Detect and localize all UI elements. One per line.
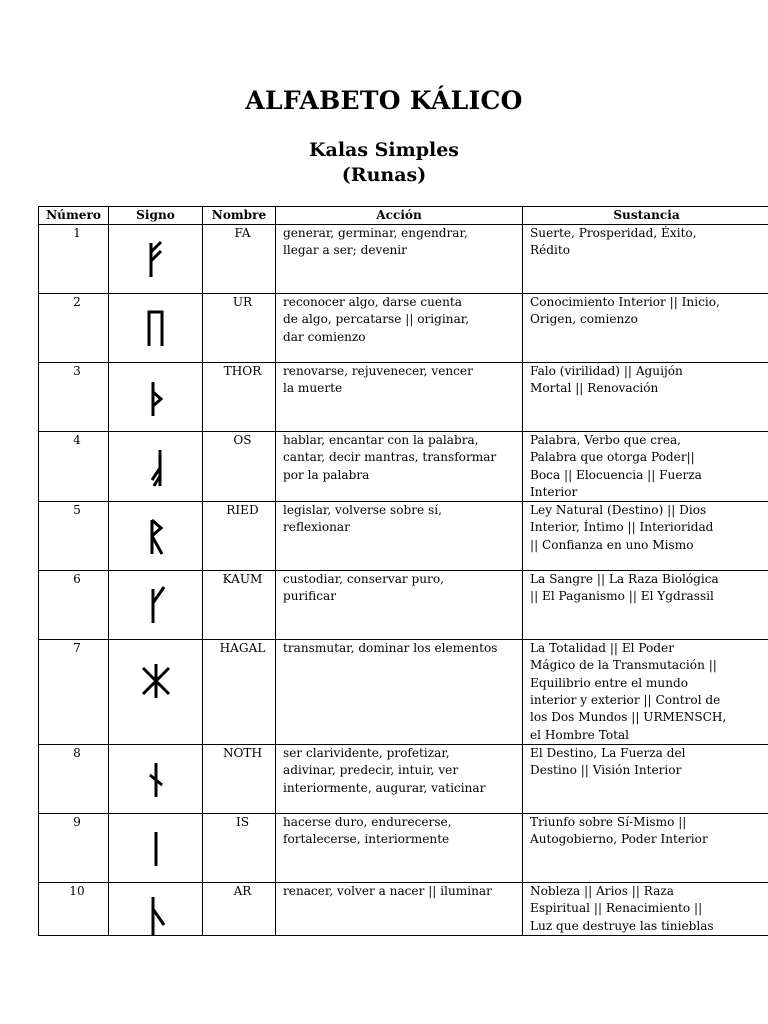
sustancia-line: Espiritual || Renacimiento || xyxy=(530,901,703,916)
thor-rune-icon xyxy=(109,363,203,432)
cell-nombre: AR xyxy=(203,882,276,935)
cell-nombre: IS xyxy=(203,813,276,882)
hagal-rune-icon xyxy=(109,640,203,743)
accion-line: la muerte xyxy=(283,381,343,396)
header-accion: Acción xyxy=(276,207,523,225)
sustancia-line: Conocimiento Interior || Inicio, xyxy=(530,295,720,309)
sustancia-line: Palabra, Verbo que crea, xyxy=(530,433,682,447)
cell-accion xyxy=(276,294,523,363)
cell-sustancia xyxy=(523,882,768,935)
sustancia-line: los Dos Mundos || URMENSCH, xyxy=(530,710,727,725)
cell-numero: 9 xyxy=(39,813,109,882)
cell-sustancia xyxy=(523,640,768,745)
table-row xyxy=(39,640,768,745)
os-rune-icon xyxy=(109,432,203,501)
cell-numero: 2 xyxy=(39,294,109,363)
header-numero: Número xyxy=(39,207,109,225)
accion-line: hablar, encantar con la palabra, xyxy=(283,433,479,447)
sustancia-line: || El Paganismo || El Ygdrassil xyxy=(530,589,714,604)
cell-nombre: KAUM xyxy=(203,571,276,640)
table-row xyxy=(39,882,768,935)
cell-nombre: OS xyxy=(203,432,276,502)
header-nombre: Nombre xyxy=(203,207,276,225)
cell-signo xyxy=(109,640,203,745)
sustancia-line: Interior xyxy=(530,484,578,499)
table-row xyxy=(39,813,768,882)
accion-line: fortalecerse, interiormente xyxy=(283,832,450,847)
cell-accion xyxy=(276,363,523,432)
sustancia-line: La Sangre || La Raza Biológica xyxy=(530,572,719,587)
cell-nombre: RIED xyxy=(203,502,276,571)
accion-line: cantar, decir mantras, transformar xyxy=(283,450,497,465)
header-signo: Signo xyxy=(109,207,203,225)
subtitle-line-2: (Runas) xyxy=(341,164,427,186)
sustancia-line: Mortal || Renovación xyxy=(530,381,659,396)
ried-rune-icon xyxy=(109,502,203,571)
table-row xyxy=(39,502,768,571)
ar-rune-icon xyxy=(109,883,203,936)
sustancia-line: Rédito xyxy=(530,243,571,258)
accion-line: dar comienzo xyxy=(283,329,366,344)
sustancia-line: Nobleza || Arios || Raza xyxy=(530,883,674,898)
cell-accion xyxy=(276,571,523,640)
sustancia-line: El Destino, La Fuerza del xyxy=(530,745,686,760)
accion-line: generar, germinar, engendrar, xyxy=(283,226,468,240)
cell-accion xyxy=(276,225,523,294)
table-row xyxy=(39,571,768,640)
cell-sustancia xyxy=(523,502,768,571)
sustancia-line: Autogobierno, Poder Interior xyxy=(530,832,708,847)
table-row xyxy=(39,744,768,813)
cell-sustancia xyxy=(523,432,768,502)
cell-accion xyxy=(276,432,523,502)
table-row xyxy=(39,225,768,294)
cell-signo xyxy=(109,502,203,571)
sustancia-line: Palabra que otorga Poder|| xyxy=(530,450,695,465)
sustancia-line: La Totalidad || El Poder xyxy=(530,641,674,656)
cell-nombre: FA xyxy=(203,225,276,294)
cell-nombre: HAGAL xyxy=(203,640,276,745)
sustancia-line: Falo (virilidad) || Aguijón xyxy=(530,364,683,378)
page-title: ALFABETO KÁLICO xyxy=(245,86,523,115)
accion-line: adivinar, predecir, intuir, ver xyxy=(283,763,459,778)
accion-line: purificar xyxy=(283,589,337,604)
sustancia-line: Triunfo sobre Sí-Mismo || xyxy=(530,814,687,829)
cell-numero: 4 xyxy=(39,432,109,502)
accion-line: reconocer algo, darse cuenta xyxy=(283,295,462,309)
cell-signo xyxy=(109,813,203,882)
cell-signo xyxy=(109,363,203,432)
cell-accion xyxy=(276,744,523,813)
page-subtitle xyxy=(0,138,768,188)
accion-line: transmutar, dominar los elementos xyxy=(283,641,498,656)
cell-accion xyxy=(276,813,523,882)
cell-signo xyxy=(109,571,203,640)
sustancia-line: Mágico de la Transmutación || xyxy=(530,658,717,673)
cell-sustancia xyxy=(523,813,768,882)
runes-table xyxy=(38,206,768,936)
cell-sustancia xyxy=(523,225,768,294)
cell-sustancia xyxy=(523,294,768,363)
cell-accion xyxy=(276,640,523,745)
cell-accion xyxy=(276,882,523,935)
sustancia-line: Luz que destruye las tinieblas xyxy=(530,918,714,933)
cell-sustancia xyxy=(523,744,768,813)
is-rune-icon xyxy=(109,814,203,883)
accion-line: renacer, volver a nacer || iluminar xyxy=(283,883,492,898)
cell-signo xyxy=(109,882,203,935)
cell-sustancia xyxy=(523,571,768,640)
accion-line: legislar, volverse sobre sí, xyxy=(283,503,442,518)
cell-nombre: NOTH xyxy=(203,744,276,813)
accion-line: renovarse, rejuvenecer, vencer xyxy=(283,364,473,378)
ur-rune-icon xyxy=(109,294,203,363)
cell-signo xyxy=(109,225,203,294)
cell-signo xyxy=(109,294,203,363)
cell-numero: 5 xyxy=(39,502,109,571)
sustancia-line: Interior, Íntimo || Interioridad xyxy=(530,520,714,535)
sustancia-line: el Hombre Total xyxy=(530,727,630,742)
accion-line: de algo, percatarse || originar, xyxy=(283,312,470,327)
accion-line: custodiar, conservar puro, xyxy=(283,572,444,587)
cell-sustancia xyxy=(523,363,768,432)
subtitle-line-1: Kalas Simples xyxy=(309,139,459,161)
cell-numero: 3 xyxy=(39,363,109,432)
sustancia-line: || Confianza en uno Mismo xyxy=(530,537,694,552)
cell-accion xyxy=(276,502,523,571)
cell-numero: 6 xyxy=(39,571,109,640)
header-sustancia: Sustancia xyxy=(523,207,768,225)
table-row xyxy=(39,294,768,363)
cell-numero: 1 xyxy=(39,225,109,294)
kaum-rune-icon xyxy=(109,571,203,640)
accion-line: interiormente, augurar, vaticinar xyxy=(283,780,486,795)
accion-line: por la palabra xyxy=(283,467,370,482)
noth-rune-icon xyxy=(109,745,203,814)
cell-numero: 10 xyxy=(39,882,109,935)
sustancia-line: Destino || Visión Interior xyxy=(530,763,682,778)
accion-line: reflexionar xyxy=(283,520,350,535)
cell-signo xyxy=(109,744,203,813)
table-row xyxy=(39,432,768,502)
accion-line: hacerse duro, endurecerse, xyxy=(283,814,452,829)
sustancia-line: Boca || Elocuencia || Fuerza xyxy=(530,467,702,482)
sustancia-line: Equilibrio entre el mundo xyxy=(530,675,689,690)
sustancia-line: Suerte, Prosperidad, Éxito, xyxy=(530,226,697,240)
cell-nombre: THOR xyxy=(203,363,276,432)
cell-nombre: UR xyxy=(203,294,276,363)
fa-rune-icon xyxy=(109,225,203,294)
accion-line: llegar a ser; devenir xyxy=(283,243,407,258)
sustancia-line: Ley Natural (Destino) || Dios xyxy=(530,503,707,518)
cell-numero: 7 xyxy=(39,640,109,745)
table-row xyxy=(39,363,768,432)
accion-line: ser clarividente, profetizar, xyxy=(283,745,450,760)
sustancia-line: Origen, comienzo xyxy=(530,312,638,327)
sustancia-line: interior y exterior || Control de xyxy=(530,693,721,708)
cell-signo xyxy=(109,432,203,502)
table-header-row xyxy=(39,207,768,225)
cell-numero: 8 xyxy=(39,744,109,813)
